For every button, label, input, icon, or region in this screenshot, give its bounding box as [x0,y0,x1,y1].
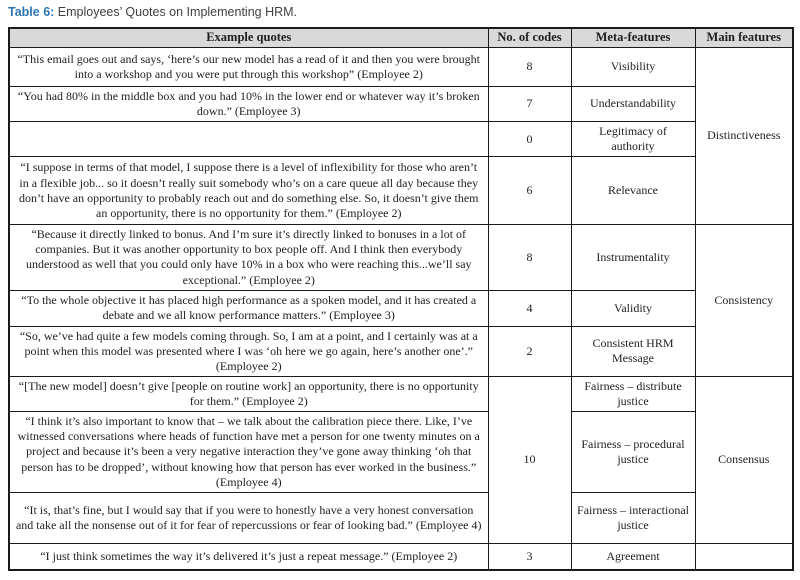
codes-cell: 3 [488,543,571,570]
quote-cell: “Because it directly linked to bonus. And I’m sure it’s directly linked to bonuses in a lot of companies. But it was another opportunity to box people off. And I think then everybody understood as well that you could only have 10% in a box who were reaching this...we’ll say exceptional.” (Employee 2) [9,225,488,290]
header-meta-features: Meta-features [571,28,695,47]
meta-feature-cell: Fairness – interactional justice [571,492,695,543]
codes-cell: 7 [488,86,571,121]
table-caption-label: Table 6: [8,5,55,19]
codes-cell: 8 [488,47,571,86]
quote-cell: “So, we’ve had quite a few models coming through. So, I am at a point, and I certainly was at a point when this model was presented where I was ‘oh here we go again, here’s another one’.” (Employee 2) [9,326,488,376]
header-main-features: Main features [695,28,793,47]
meta-feature-cell: Visibility [571,47,695,86]
meta-feature-cell: Instrumentality [571,225,695,290]
table-row [9,47,793,86]
table-row [9,86,793,121]
table-caption [8,5,297,19]
quote-cell: “You had 80% in the middle box and you had 10% in the lower end or whatever way it’s broken down.” (Employee 3) [9,86,488,121]
codes-cell: 2 [488,326,571,376]
quote-cell: “[The new model] doesn’t give [people on routine work] an opportunity, there is no opportunity for them.” (Employee 2) [9,376,488,411]
header-row [9,28,793,47]
hrm-quotes-table [8,27,794,571]
main-feature-cell: Consensus [695,376,793,543]
codes-cell: 8 [488,225,571,290]
table-row [9,290,793,326]
table-row [9,492,793,543]
table-row [9,326,793,376]
header-no-of-codes: No. of codes [488,28,571,47]
codes-cell: 10 [488,376,571,543]
main-feature-cell: Consistency [695,225,793,377]
table-row [9,543,793,570]
codes-cell: 6 [488,157,571,225]
meta-feature-cell: Fairness – procedural justice [571,412,695,493]
meta-feature-cell: Agreement [571,543,695,570]
main-feature-cell: Distinctiveness [695,47,793,224]
table-row [9,412,793,493]
table-body [9,47,793,570]
table-row [9,157,793,225]
meta-feature-cell: Fairness – distribute justice [571,376,695,411]
quote-cell: “I think it’s also important to know that – we talk about the calibration piece there. Like, I’ve witnessed conversations where heads of function have met a person for one twenty minutes on a project and because it’s been a very negative interaction they’ve gone away thinking ‘oh that person has to be dropped’, without knowing how that person has ever worked in the business.” (Employee 4) [9,412,488,493]
quote-cell: “It is, that’s fine, but I would say that if you were to honestly have a very honest conversation and take all the nonsense out of it for fear of repercussions or fear of looking bad.” (Employee 4) [9,492,488,543]
header-example-quotes: Example quotes [9,28,488,47]
meta-feature-cell: Relevance [571,157,695,225]
codes-cell: 4 [488,290,571,326]
quote-cell [9,121,488,156]
quote-cell: “This email goes out and says, ‘here’s our new model has a read of it and then you were brought into a workshop and you were put through this workshop” (Employee 2) [9,47,488,86]
table-row [9,376,793,411]
main-feature-cell [695,543,793,570]
table-caption-text: Employees’ Quotes on Implementing HRM. [54,5,298,19]
meta-feature-cell: Understandability [571,86,695,121]
quote-cell: “I just think sometimes the way it’s delivered it’s just a repeat message.” (Employee 2) [9,543,488,570]
table-row [9,225,793,290]
meta-feature-cell: Validity [571,290,695,326]
meta-feature-cell: Legitimacy of authority [571,121,695,156]
quote-cell: “I suppose in terms of that model, I suppose there is a level of inflexibility for those who aren’t in a flexible job... so it doesn’t really suit somebody who’s on a care queue all day because they don’t have an opportunity to probably reach out and do something else. So, it doesn’t give them an opportunity, there is no opportunity for them.” (Employee 2) [9,157,488,225]
codes-cell: 0 [488,121,571,156]
meta-feature-cell: Consistent HRM Message [571,326,695,376]
quote-cell: “To the whole objective it has placed high performance as a spoken model, and it has created a debate and we all know performance matters.” (Employee 3) [9,290,488,326]
table-row [9,121,793,156]
